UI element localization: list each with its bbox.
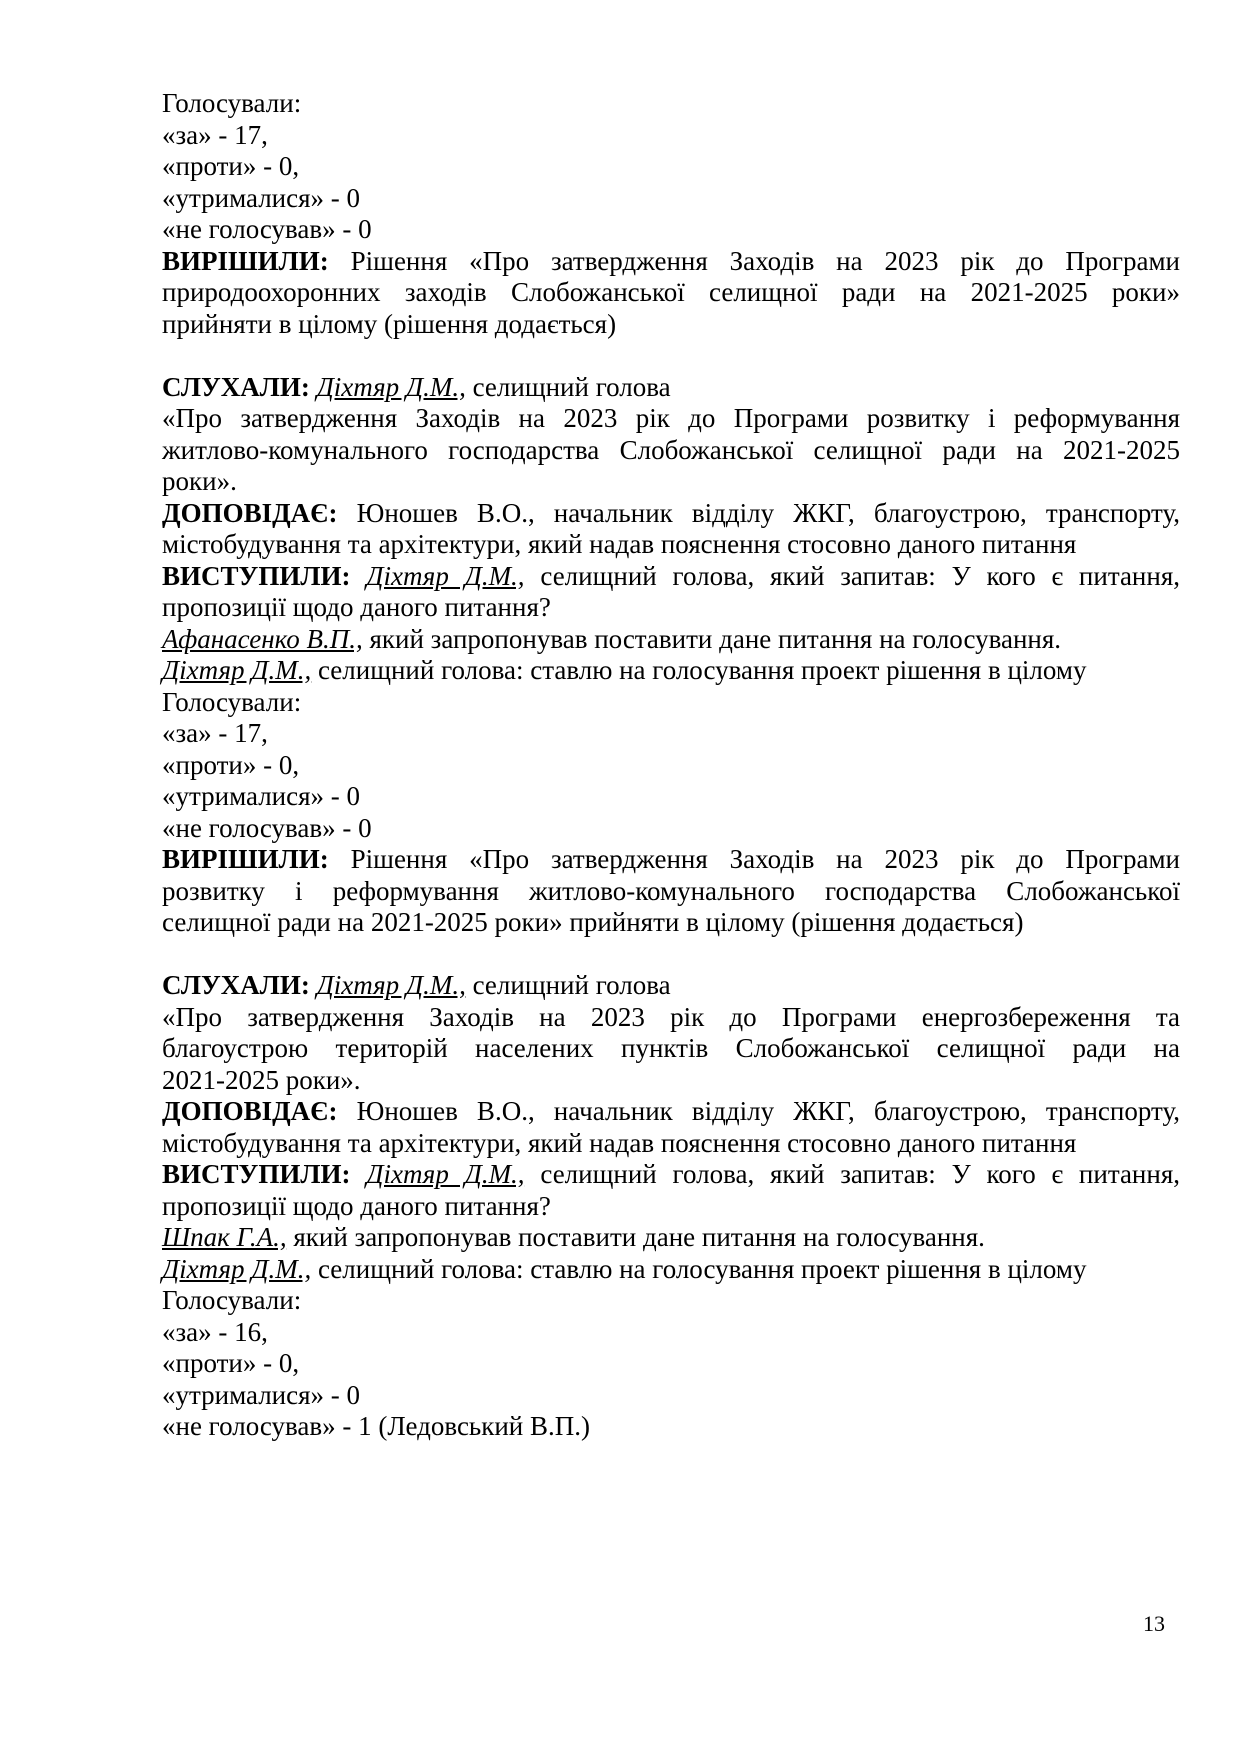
report-text: Юношев В.О., начальник відділу ЖКГ, благоустрою, транспорту,	[337, 1096, 1180, 1126]
speaker-role: селищний голова	[465, 371, 671, 402]
vote-block	[162, 88, 1180, 246]
vote-against: «проти» - 0,	[162, 1348, 300, 1378]
decision-line: прийняти в цілому (рішення додається)	[162, 308, 617, 339]
vote-abstained: «утрималися» - 0	[162, 781, 361, 811]
agenda-item	[162, 372, 1180, 687]
vote-heading: Голосували:	[162, 686, 302, 717]
decision-line	[162, 246, 1180, 278]
agenda-item	[162, 970, 1180, 1285]
decision-keyword: ВИРІШИЛИ:	[162, 844, 329, 874]
page-number: 13	[1143, 1611, 1165, 1636]
speaker-name: Діхтяр Д.М.,	[316, 970, 466, 1000]
spacer	[162, 340, 1180, 372]
vote-against: «проти» - 0,	[162, 151, 300, 181]
vote-for: «за» - 16,	[162, 1316, 268, 1347]
spoke-text: селищний голова, який запитав: У кого є питання,	[524, 1159, 1181, 1189]
speaker-name: Діхтяр Д.М.,	[316, 371, 466, 402]
topic-line: «Про затвердження Заходів на 2023 рік до Програми розвитку і реформування	[162, 403, 1180, 433]
vote-against: «проти» - 0,	[162, 749, 300, 780]
heard-line	[162, 372, 1180, 404]
report-keyword: ДОПОВІДАЄ:	[162, 497, 338, 528]
topic-line: 2021-2025 роки».	[162, 1064, 361, 1095]
vote-block	[162, 1285, 1180, 1443]
decision-block	[162, 844, 1180, 939]
decision-keyword: ВИРІШИЛИ:	[162, 245, 329, 276]
heard-keyword: СЛУХАЛИ:	[162, 371, 310, 402]
decision-block	[162, 246, 1180, 341]
decision-text: Рішення «Про затвердження Заходів на 2023 рік до Програми	[350, 245, 1180, 276]
vote-heading: Голосували:	[162, 1285, 302, 1315]
proposal-text: який запропонував поставити дане питання на голосування.	[362, 623, 1062, 654]
speaker-name: Діхтяр Д.М.,	[366, 560, 525, 591]
spoke-line	[162, 1159, 1180, 1191]
report-line: містобудування та архітектури, який надав пояснення стосовно даного питання	[162, 1127, 1077, 1158]
vote-not-voted: «не голосував» - 0	[162, 812, 372, 843]
vote-abstained: «утрималися» - 0	[162, 1379, 361, 1410]
spacer	[162, 939, 1180, 971]
decision-line: розвитку і реформування житлово-комунального господарства Слобожанської	[162, 875, 1180, 906]
report-line	[162, 498, 1180, 530]
vote-for: «за» - 17,	[162, 718, 268, 748]
speaker-name: Діхтяр Д.М.,	[162, 1253, 312, 1284]
report-line: містобудування та архітектури, який надав пояснення стосовно даного питання	[162, 529, 1077, 559]
report-keyword: ДОПОВІДАЄ:	[162, 1096, 338, 1126]
vote-not-voted: «не голосував» - 1 (Ледовський В.П.)	[162, 1411, 591, 1441]
put-to-vote-line	[162, 1254, 1180, 1286]
topic-line: роки».	[162, 466, 237, 496]
vote-abstained: «утрималися» - 0	[162, 182, 361, 213]
topic-line: житлово-комунального господарства Слобожанської селищної ради на 2021-2025	[162, 434, 1180, 465]
proposal-text: який запропонував поставити дане питання на голосування.	[286, 1222, 985, 1252]
spoke-line: пропозиції щодо даного питання?	[162, 592, 551, 622]
spoke-text: селищний голова, який запитав: У кого є питання,	[524, 560, 1181, 591]
proposal-line	[162, 1222, 1180, 1254]
put-to-vote-text: селищний голова: ставлю на голосування проект рішення в цілому	[311, 1253, 1087, 1284]
spoke-keyword: ВИСТУПИЛИ:	[162, 1159, 351, 1189]
speaker-name: Афанасенко В.П.,	[162, 623, 363, 654]
put-to-vote-line	[162, 655, 1180, 687]
speaker-name: Діхтяр Д.М.,	[366, 1159, 525, 1189]
decision-line: селищної ради на 2021-2025 роки» прийняти в цілому (рішення додається)	[162, 907, 1024, 937]
heard-line	[162, 970, 1180, 1002]
speaker-name: Діхтяр Д.М.,	[162, 655, 312, 685]
speaker-name: Шпак Г.А.,	[162, 1222, 287, 1252]
document-page	[162, 88, 1180, 1443]
topic-line: благоустрою територій населених пунктів Слобожанської селищної ради на	[162, 1033, 1180, 1063]
report-line	[162, 1096, 1180, 1128]
speaker-role: селищний голова	[465, 970, 671, 1000]
topic-line: «Про затвердження Заходів на 2023 рік до Програми енергозбереження та	[162, 1001, 1180, 1032]
decision-line	[162, 844, 1180, 876]
decision-text: Рішення «Про затвердження Заходів на 2023 рік до Програми	[350, 844, 1180, 874]
decision-line: природоохоронних заходів Слобожанської селищної ради на 2021-2025 роки»	[162, 277, 1180, 307]
report-text: Юношев В.О., начальник відділу ЖКГ, благоустрою, транспорту,	[337, 497, 1180, 528]
vote-not-voted: «не голосував» - 0	[162, 214, 372, 244]
spoke-line: пропозиції щодо даного питання?	[162, 1190, 551, 1221]
spoke-keyword: ВИСТУПИЛИ:	[162, 560, 351, 591]
heard-keyword: СЛУХАЛИ:	[162, 970, 310, 1000]
proposal-line	[162, 624, 1180, 656]
vote-heading: Голосували:	[162, 88, 302, 118]
vote-block	[162, 687, 1180, 845]
put-to-vote-text: селищний голова: ставлю на голосування проект рішення в цілому	[311, 655, 1087, 685]
vote-for: «за» - 17,	[162, 119, 268, 150]
spoke-line	[162, 561, 1180, 593]
